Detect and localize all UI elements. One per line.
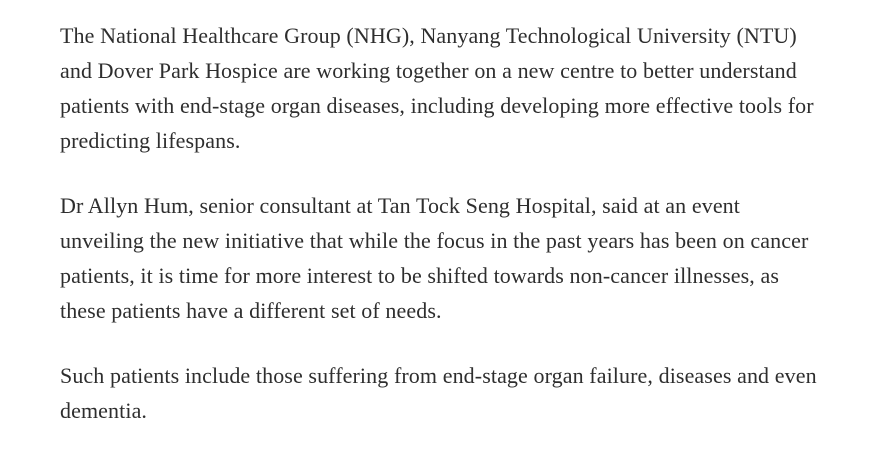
article-paragraph-2: Dr Allyn Hum, senior consultant at Tan Tock Seng Hospital, said at an event unveiling the new initiative that while the focus in the past years has been on cancer patients, it is time for more interest to be shifted towards non-cancer illnesses, as these patients have a different set of needs.	[60, 193, 809, 323]
article-paragraph-3: Such patients include those suffering from end-stage organ failure, diseases and even dementia.	[60, 363, 817, 423]
article-paragraph-1: The National Healthcare Group (NHG), Nanyang Technological University (NTU) and Dover Park Hospice are working together on a new centre to better understand patients with end-stage organ diseases, including developing more effective tools for predicting lifespans.	[60, 23, 814, 153]
